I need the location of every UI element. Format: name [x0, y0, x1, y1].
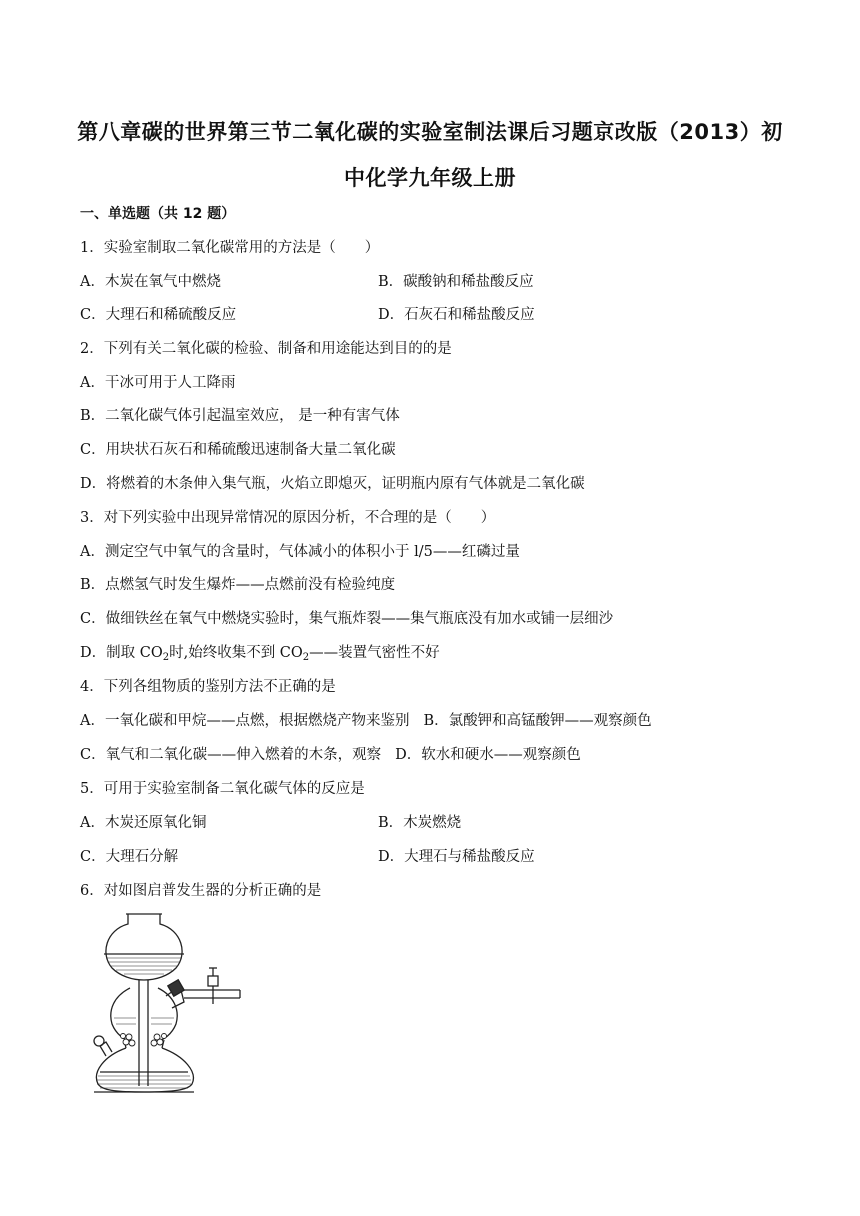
question-3-option-c: C．做细铁丝在氧气中燃烧实验时，集气瓶炸裂——集气瓶底没有加水或铺一层细沙	[80, 611, 614, 627]
question-5-option-d: D．大理石与稀盐酸反应	[378, 849, 535, 865]
question-1-option-d: D．石灰石和稀盐酸反应	[378, 307, 535, 323]
question-4-option-c: C．氧气和二氧化碳——伸入燃着的木条，观察	[80, 747, 382, 763]
question-1-stem: 1．实验室制取二氧化碳常用的方法是（ ）	[80, 240, 380, 256]
question-2-option-d: D．将燃着的木条伸入集气瓶，火焰立即熄灭，证明瓶内原有气体就是二氧化碳	[80, 476, 585, 492]
side-stopper-neck	[100, 1042, 112, 1056]
side-stopper	[94, 1036, 104, 1046]
question-2-option-b: B．二氧化碳气体引起温室效应， 是一种有害气体	[80, 408, 400, 424]
document-title-line2: 中化学九年级上册	[344, 166, 516, 190]
question-4-option-d: D．软水和硬水——观察颜色	[395, 747, 581, 763]
solid-pieces	[121, 1034, 167, 1047]
bottom-flask	[96, 1048, 193, 1092]
question-3-option-b: B．点燃氢气时发生爆炸——点燃前没有检验纯度	[80, 577, 396, 593]
question-2-option-a: A．干冰可用于人工降雨	[80, 375, 236, 391]
q3-d-text-3: ——装置气密性不好	[309, 645, 440, 661]
question-5-stem: 5．可用于实验室制备二氧化碳气体的反应是	[80, 781, 365, 797]
question-4-options-ab	[80, 709, 652, 730]
question-4-option-a: A．一氧化碳和甲烷——点燃，根据燃烧产物来鉴别	[80, 713, 410, 729]
question-3-option-d	[80, 641, 440, 663]
question-6-stem: 6．对如图启普发生器的分析正确的是	[80, 883, 322, 899]
question-3-stem: 3．对下列实验中出现异常情况的原因分析，不合理的是（ ）	[80, 510, 496, 526]
question-1-option-a: A．木炭在氧气中燃烧	[80, 274, 221, 290]
question-1-option-b: B．碳酸钠和稀盐酸反应	[378, 274, 534, 290]
kipp-generator-figure	[84, 906, 254, 1098]
question-5-option-c: C．大理石分解	[80, 849, 179, 865]
middle-hatch	[114, 1018, 174, 1024]
q3-d-text-1: D．制取 CO	[80, 645, 163, 661]
section-heading: 一、单选题（共 12 题）	[80, 206, 236, 222]
top-liquid-hatch	[106, 958, 182, 974]
question-4-options-cd	[80, 743, 581, 764]
q3-d-subscript-1: 2	[162, 652, 170, 663]
document-title-line1: 第八章碳的世界第三节二氧化碳的实验室制法课后习题京改版（2013）初	[77, 120, 783, 144]
question-4-stem: 4．下列各组物质的鉴别方法不正确的是	[80, 679, 336, 695]
stopcock-handle	[208, 976, 218, 986]
q3-d-text-2: 时,始终收集不到 CO	[169, 645, 303, 661]
question-3-option-a: A．测定空气中氧气的含量时，气体减小的体积小于 l/5——红磷过量	[80, 544, 520, 560]
question-5-option-a: A．木炭还原氧化铜	[80, 815, 207, 831]
question-4-option-b: B．氯酸钾和高锰酸钾——观察颜色	[423, 713, 652, 729]
question-1-option-c: C．大理石和稀硫酸反应	[80, 307, 237, 323]
bottom-liquid-hatch	[97, 1076, 191, 1088]
question-5-option-b: B．木炭燃烧	[378, 815, 462, 831]
question-2-option-c: C．用块状石灰石和稀硫酸迅速制备大量二氧化碳	[80, 442, 396, 458]
q3-d-subscript-2: 2	[302, 652, 310, 663]
question-2-stem: 2．下列有关二氧化碳的检验、制备和用途能达到目的的是	[80, 341, 452, 357]
